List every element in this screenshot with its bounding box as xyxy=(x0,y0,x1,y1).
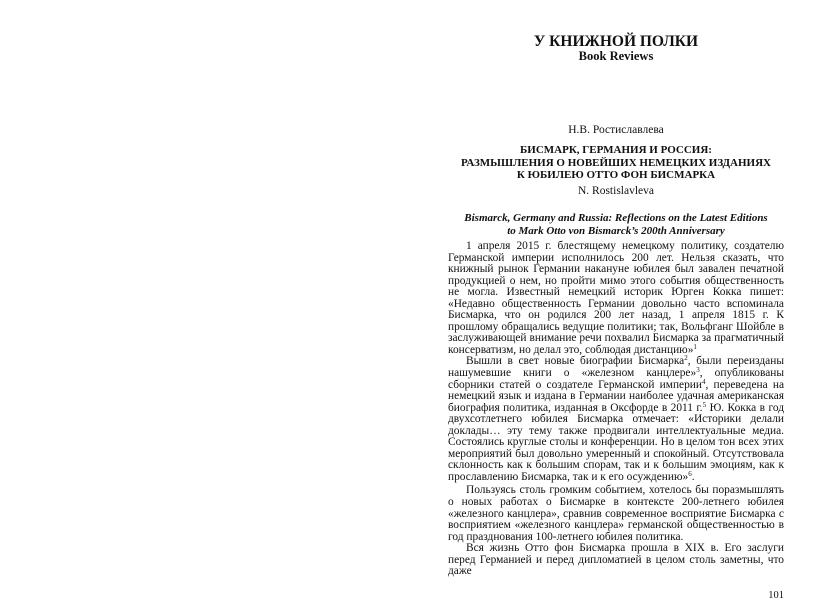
title-en-line-2: to Mark Otto von Bismarck’s 200th Anniversary xyxy=(507,224,725,237)
title-ru-line-2: РАЗМЫШЛЕНИЯ О НОВЕЙШИХ НЕМЕЦКИХ ИЗДАНИЯХ xyxy=(461,156,771,169)
paragraph-2 xyxy=(448,356,784,483)
paragraph-3-text: Пользуясь столь громким событием, хотелось бы поразмышлять о новых работах о Бисмарке в контексте 200-летнего юбилея «железного канцлера», сравнив современное восприятие Бисмарка с восприятием «железного канцлера» германской общественностью в год празднования 100-летнего юбилея политика. xyxy=(448,484,784,543)
footnote-ref-2[interactable]: 2 xyxy=(684,354,688,363)
footnote-ref-6[interactable]: 6 xyxy=(688,469,692,478)
paragraph-2-text-a: Вышли в свет новые биографии Бисмарка xyxy=(466,355,685,368)
paragraph-4 xyxy=(448,543,784,578)
paragraph-2-text-c: , опубликованы сборники статей о создателе Германской империи xyxy=(448,367,784,391)
paragraph-1 xyxy=(448,241,784,356)
page-number: 101 xyxy=(768,590,784,601)
paragraph-2-text-e: Ю. Кокка в год двухсотлетнего юбилея Бисмарка отмечает: «Историки делали доклады… эту тему также продвигали интеллектуальные медиа. Состоялись круглые столы и конференции. Но в целом тон всех этих мероприятий был довольно умеренный и спокойный. Отсутствовала склонность как к большим спорам, так и к большим эмоциям, как к прославлению Бисмарка, так и к его осуждению» xyxy=(448,401,784,483)
paragraph-2-text-b: , были переизданы нашумевшие книги о «железном канцлере» xyxy=(448,355,784,380)
section-title-en: Book Reviews xyxy=(578,49,654,63)
article-body xyxy=(448,241,784,578)
footnote-ref-5[interactable]: 5 xyxy=(702,400,707,409)
author-name-ru: Н.В. Ростиславлева xyxy=(568,124,664,136)
paragraph-3 xyxy=(448,485,784,543)
article-title-ru xyxy=(448,144,784,182)
paragraph-2-text-f: . xyxy=(691,470,695,483)
author-name-en: N. Rostislavleva xyxy=(577,185,655,197)
paragraph-4-text: Вся жизнь Отто фон Бисмарка прошла в XIX в. Его заслуги перед Германией и перед дипломатией в целом столь заметны, что даже xyxy=(448,542,784,578)
title-ru-line-1: БИСМАРК, ГЕРМАНИЯ И РОССИЯ: xyxy=(520,144,712,156)
footnote-ref-3[interactable]: 3 xyxy=(696,366,700,375)
title-ru-line-3: К ЮБИЛЕЮ ОТТО ФОН БИСМАРКА xyxy=(516,169,716,181)
book-page xyxy=(448,0,784,609)
paragraph-2-text-d: , переведена на немецкий язык и издана в Германии наиболее удачная американская биография политика, изданная в Оксфорде в 2011 г. xyxy=(448,378,784,414)
article-title-en xyxy=(448,212,784,237)
title-en-line-1: Bismarck, Germany and Russia: Reflections on the Latest Editions xyxy=(464,212,768,224)
paragraph-1-text: 1 апреля 2015 г. блестящему немецкому политику, создателю Германской империи исполнилось 200 лет. Нельзя сказать, что книжный рынок Германии накануне юбилея был завален печатной продукцией о нем, но пройти мимо этого события общественность не могла. Известный немецкий историк Юрген Кокка пишет: «Недавно общественность Германии довольно часто вспоминала Бисмарка, что он родился 200 лет назад, 1 апреля 1815 г. К прошлому обращались ведущие политики; так, Вольфганг Шойбле в заслуживающей внимание речи похвалил Бисмарка за прагматичный консерватизм, но делал это, соблюдая дистанцию» xyxy=(448,240,784,356)
footnote-ref-1[interactable]: 1 xyxy=(693,342,697,351)
section-title-ru: У КНИЖНОЙ ПОЛКИ xyxy=(533,33,699,50)
footnote-ref-4[interactable]: 4 xyxy=(702,377,706,386)
